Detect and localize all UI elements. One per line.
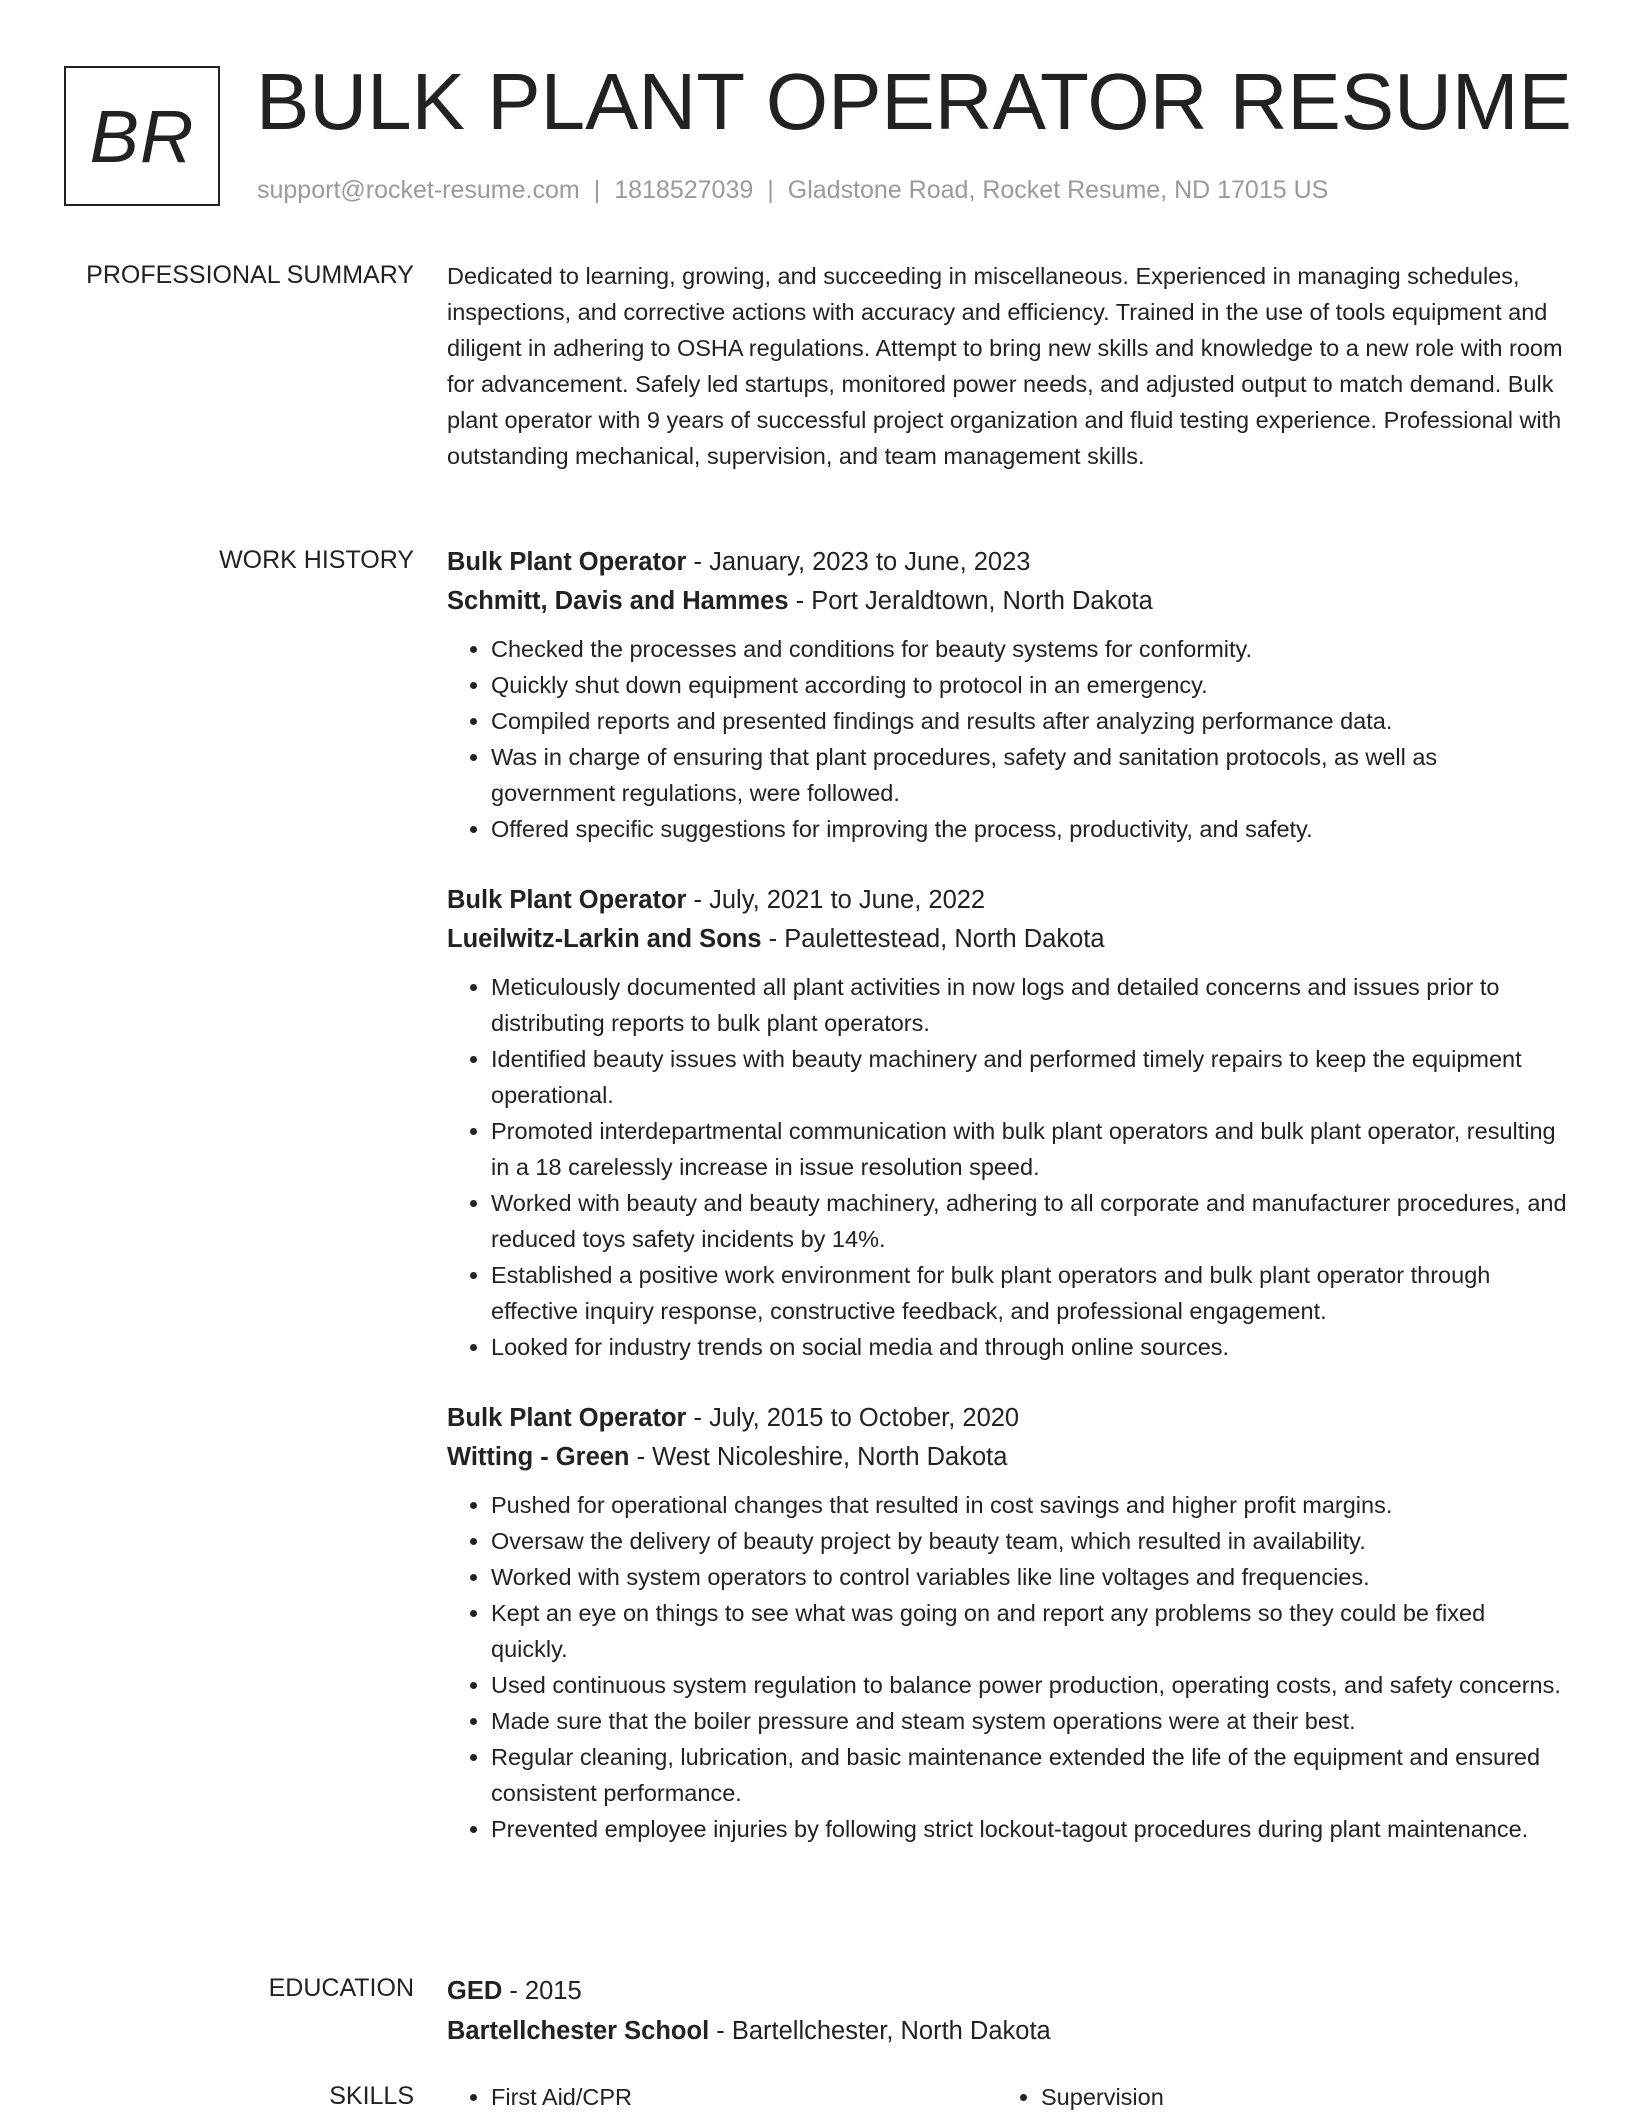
job-bullet: • Prevented employee injuries by following strict lockout-tagout procedures during plant maintenance. — [491, 1811, 1567, 1847]
skills-list — [447, 2079, 997, 2115]
job-bullets — [447, 631, 1567, 847]
work-history-content — [447, 543, 1567, 1881]
job-location: - Paulettestead, North Dakota — [761, 925, 1105, 953]
summary-content — [447, 258, 1567, 474]
job-location: - Port Jeraldtown, North Dakota — [788, 587, 1153, 615]
resume-title: BULK PLANT OPERATOR RESUME — [256, 57, 1572, 146]
education-location: - Bartellchester, North Dakota — [709, 2017, 1051, 2045]
job-title-line — [447, 543, 1567, 582]
job-dates: - July, 2015 to October, 2020 — [686, 1404, 1020, 1432]
job-bullets — [447, 969, 1567, 1365]
job-title-line — [447, 1399, 1567, 1438]
skill-item: • Supervision — [1041, 2079, 1547, 2115]
job-bullet: • Established a positive work environment for bulk plant operators and bulk plant operator through effective inquiry response, constructive feedback, and professional engagement. — [491, 1257, 1567, 1329]
job-bullet: • Promoted interdepartmental communication with bulk plant operators and bulk plant operator, resulting in a 18 carelessly increase in issue resolution speed. — [491, 1113, 1567, 1185]
education-content — [447, 1971, 1567, 2051]
job-bullet: • Kept an eye on things to see what was going on and report any problems so they could be fixed quickly. — [491, 1595, 1567, 1667]
job-bullet: • Was in charge of ensuring that plant procedures, safety and sanitation protocols, as well as government regulations, were followed. — [491, 739, 1567, 811]
job-bullet: • Offered specific suggestions for improving the process, productivity, and safety. — [491, 811, 1567, 847]
skill-item: • First Aid/CPR — [491, 2079, 997, 2115]
job-entry — [447, 1399, 1567, 1847]
job-bullet: • Meticulously documented all plant activities in now logs and detailed concerns and issues prior to distributing reports to bulk plant operators. — [491, 969, 1567, 1041]
job-company-line — [447, 920, 1567, 959]
education-year: - 2015 — [502, 1977, 582, 2005]
contact-separator: | — [593, 176, 601, 204]
job-title: Bulk Plant Operator — [447, 548, 687, 576]
skills-content — [447, 2079, 1567, 2115]
job-bullet: • Worked with system operators to control variables like line voltages and frequencies. — [491, 1559, 1567, 1595]
education-school-line — [447, 2011, 1567, 2051]
summary-text: Dedicated to learning, growing, and succeeding in miscellaneous. Experienced in managing schedules, inspections, and corrective actions with accuracy and efficiency. Trained in the use of tools equipment and diligent in adhering to OSHA regulations. Attempt to bring new skills and knowledge to a new role with room for advancement. Safely led startups, monitored power needs, and adjusted output to match demand. Bulk plant operator with 9 years of successful project organization and fluid testing experience. Professional with outstanding mechanical, supervision, and team management skills. — [447, 263, 1563, 469]
job-company-line — [447, 1438, 1567, 1477]
education-degree: GED — [447, 1977, 503, 2005]
job-bullet: • Made sure that the boiler pressure and steam system operations were at their best. — [491, 1703, 1567, 1739]
education-school: Bartellchester School — [447, 2017, 710, 2045]
section-label-skills: SKILLS — [329, 2082, 414, 2110]
skills-grid — [447, 2079, 1567, 2115]
job-bullet: • Pushed for operational changes that resulted in cost savings and higher profit margins. — [491, 1487, 1567, 1523]
job-bullet: • Checked the processes and conditions for beauty systems for conformity. — [491, 631, 1567, 667]
skills-column-left — [447, 2079, 997, 2115]
job-bullet: • Compiled reports and presented findings and results after analyzing performance data. — [491, 703, 1567, 739]
section-label-work-history: WORK HISTORY — [219, 546, 414, 574]
job-bullet: • Regular cleaning, lubrication, and basic maintenance extended the life of the equipment and ensured consistent performance. — [491, 1739, 1567, 1811]
job-location: - West Nicoleshire, North Dakota — [629, 1443, 1008, 1471]
skills-column-right — [997, 2079, 1547, 2115]
contact-separator: | — [767, 176, 774, 204]
job-title-line — [447, 881, 1567, 920]
education-degree-line — [447, 1971, 1567, 2011]
job-bullet: • Worked with beauty and beauty machinery, adhering to all corporate and manufacturer procedures, and reduced toys safety incidents by 14%. — [491, 1185, 1567, 1257]
contact-address: Gladstone Road, Rocket Resume, ND 17015 US — [787, 176, 1329, 204]
job-bullet: • Oversaw the delivery of beauty project by beauty team, which resulted in availability. — [491, 1523, 1567, 1559]
job-bullet: • Used continuous system regulation to balance power production, operating costs, and safety concerns. — [491, 1667, 1567, 1703]
monogram-badge: BR — [64, 66, 220, 206]
job-entry — [447, 543, 1567, 847]
job-company-line — [447, 582, 1567, 621]
section-label-education: EDUCATION — [268, 1974, 414, 2002]
job-dates: - January, 2023 to June, 2023 — [686, 548, 1031, 576]
skills-list — [997, 2079, 1547, 2115]
job-bullet: • Identified beauty issues with beauty machinery and performed timely repairs to keep the equipment operational. — [491, 1041, 1567, 1113]
job-bullet: • Looked for industry trends on social media and through online sources. — [491, 1329, 1567, 1365]
contact-phone: 1818527039 — [614, 176, 754, 204]
contact-email: support@rocket-resume.com — [257, 176, 580, 204]
job-entry — [447, 881, 1567, 1365]
job-company: Witting - Green — [447, 1443, 630, 1471]
section-label-summary: PROFESSIONAL SUMMARY — [86, 261, 414, 289]
job-company: Lueilwitz-Larkin and Sons — [447, 925, 762, 953]
contact-line — [257, 174, 1328, 206]
job-bullet: • Quickly shut down equipment according to protocol in an emergency. — [491, 667, 1567, 703]
job-bullets — [447, 1487, 1567, 1847]
job-company: Schmitt, Davis and Hammes — [447, 587, 789, 615]
job-title: Bulk Plant Operator — [447, 886, 687, 914]
job-dates: - July, 2021 to June, 2022 — [686, 886, 986, 914]
job-title: Bulk Plant Operator — [447, 1404, 687, 1432]
